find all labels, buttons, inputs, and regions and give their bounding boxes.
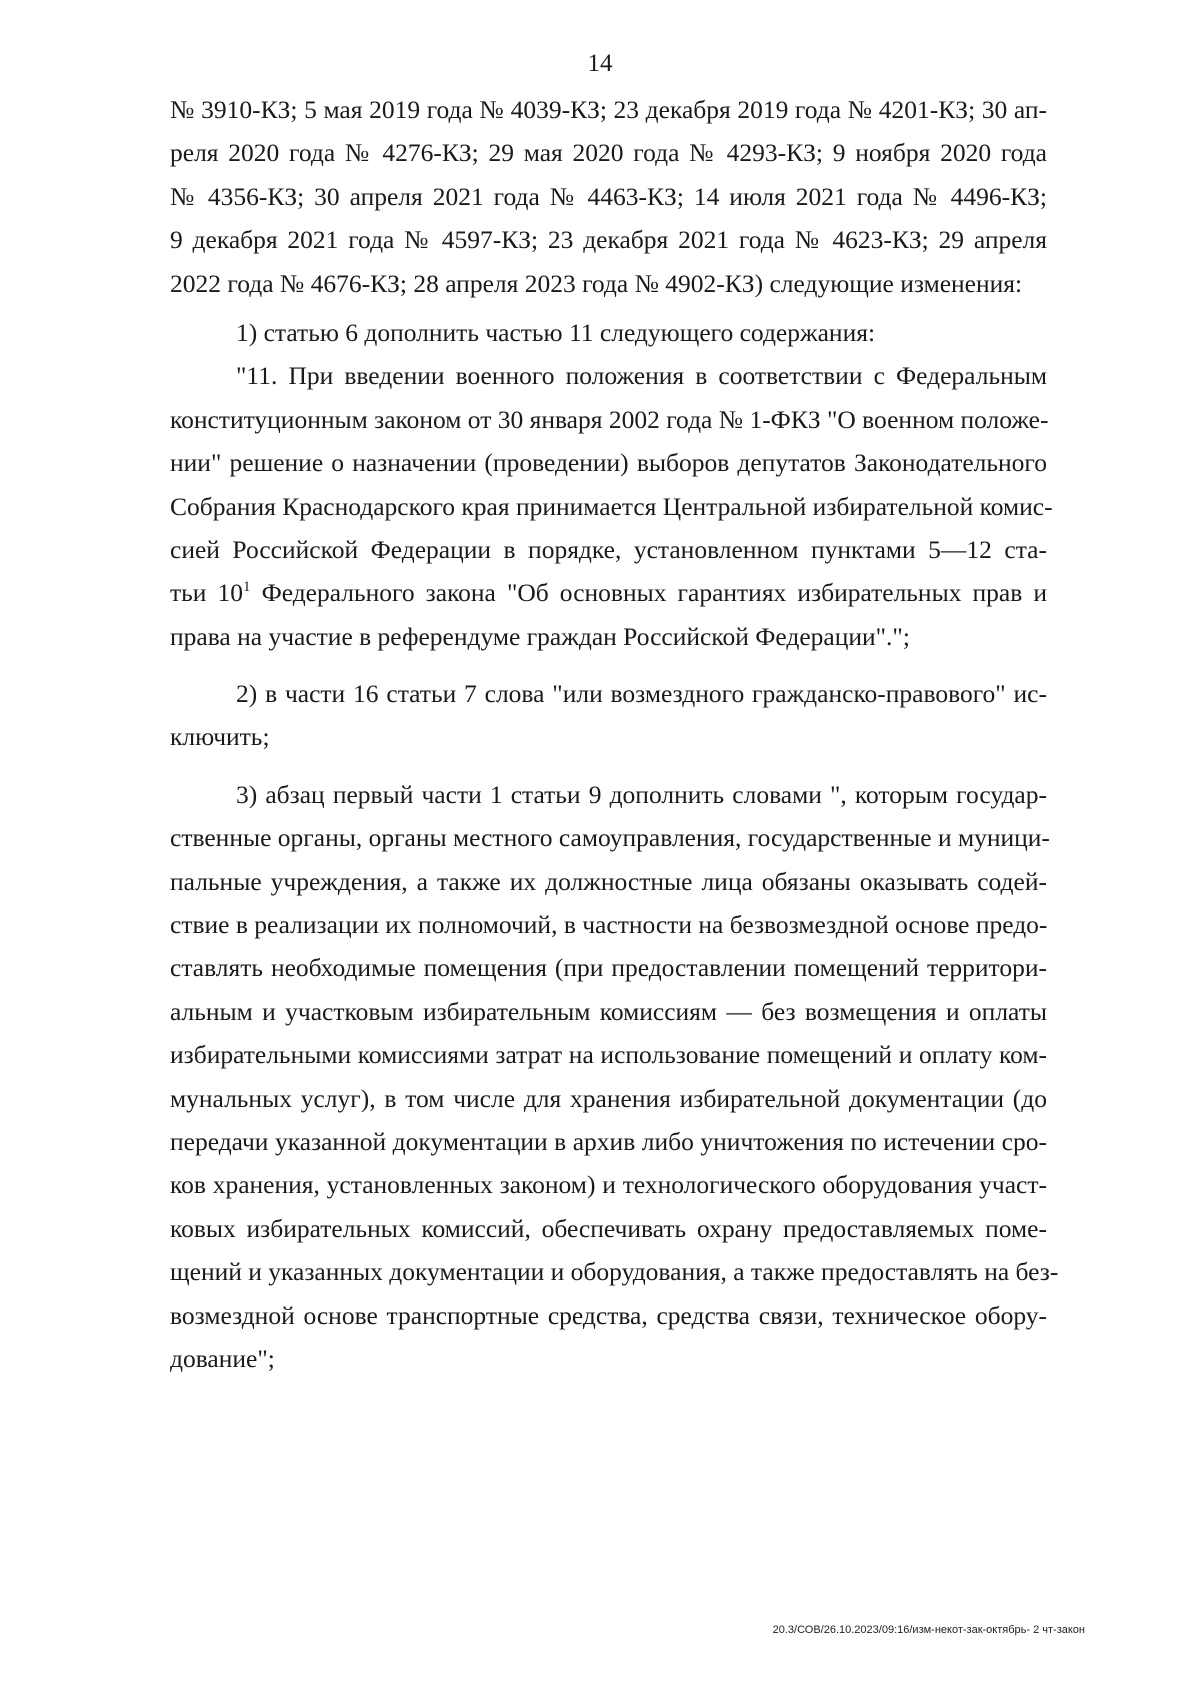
text-line: альным и участковым избирательным комиссиям — без возмещения и оплаты [170,996,1047,1026]
text-line: 2022 года № 4676-КЗ; 28 апреля 2023 года № 4902-КЗ) следующие изменения: [170,268,1023,298]
text-line: "11. При введении военного положения в соответствии с Федеральным [236,361,1047,391]
text-line: передачи указанной документации в архив либо уничтожения по истечении сро- [170,1126,1047,1156]
text-fragment: тьи 10 [170,578,243,608]
text-fragment: Федерального закона "Об основных гарантиях избирательных прав и [250,578,1048,608]
text-line: права на участие в референдуме граждан Российской Федерации"."; [170,621,910,651]
text-line: пальные учреждения, а также их должностные лица обязаны оказывать содей- [170,866,1047,896]
text-line: Собрания Краснодарского края принимается Центральной избирательной комис- [170,491,1053,521]
paragraph-gap [170,658,1047,672]
text-line: 9 декабря 2021 года № 4597-КЗ; 23 декабря 2021 года № 4623-КЗ; 29 апреля [170,225,1047,255]
text-line: 1) статью 6 дополнить частью 11 следующего содержания: [236,317,876,347]
text-line [170,571,1047,614]
text-line: возмездной основе транспортные средства, средства связи, техническое обору- [170,1300,1047,1330]
text-line: реля 2020 года № 4276-КЗ; 29 мая 2020 года № 4293-КЗ; 9 ноября 2020 года [170,138,1047,168]
text-line: конституционным законом от 30 января 2002 года № 1-ФКЗ "О военном положе- [170,404,1049,434]
superscript: 1 [243,579,251,596]
text-line: ственные органы, органы местного самоуправления, государственные и муници- [170,823,1050,853]
text-line: 3) абзац первый части 1 статьи 9 дополнить словами ", которым государ- [236,779,1047,809]
text-line: мунальных услуг), в том числе для хранения избирательной документации (до [170,1083,1047,1113]
text-line: дование"; [170,1343,275,1373]
document-footer-code: 20.3/СОВ/26.10.2023/09:16/изм-некот-зак-октябрь- 2 чт-закон [772,1624,1085,1636]
text-line: сией Российской Федерации в порядке, установленном пунктами 5—12 ста- [170,534,1047,564]
text-line: ковых избирательных комиссий, обеспечивать охрану предоставляемых поме- [170,1213,1047,1243]
text-line: № 4356-КЗ; 30 апреля 2021 года № 4463-КЗ; 14 июля 2021 года № 4496-КЗ; [170,181,1047,211]
paragraph-gap [170,759,1047,773]
text-line: ключить; [170,722,270,752]
text-line: нии" решение о назначении (проведении) выборов депутатов Законодательного [170,448,1047,478]
text-line: ствие в реализации их полномочий, в частности на безвозмездной основе предо- [170,910,1048,940]
text-line: щений и указанных документации и оборудования, а также предоставлять на без- [170,1257,1059,1287]
text-line: № 3910-КЗ; 5 мая 2019 года № 4039-КЗ; 23 декабря 2019 года № 4201-КЗ; 30 ап- [170,95,1047,124]
text-line: ков хранения, установленных законом) и технологического оборудования участ- [170,1170,1047,1200]
document-body [170,88,1059,1380]
text-line: ставлять необходимые помещения (при предоставлении помещений территори- [170,953,1047,983]
text-line: 2) в части 16 статьи 7 слова "или возмездного гражданско-правового" ис- [236,679,1047,709]
page-number: 14 [587,50,613,77]
text-line: избирательными комиссиями затрат на использование помещений и оплату ком- [170,1040,1047,1070]
